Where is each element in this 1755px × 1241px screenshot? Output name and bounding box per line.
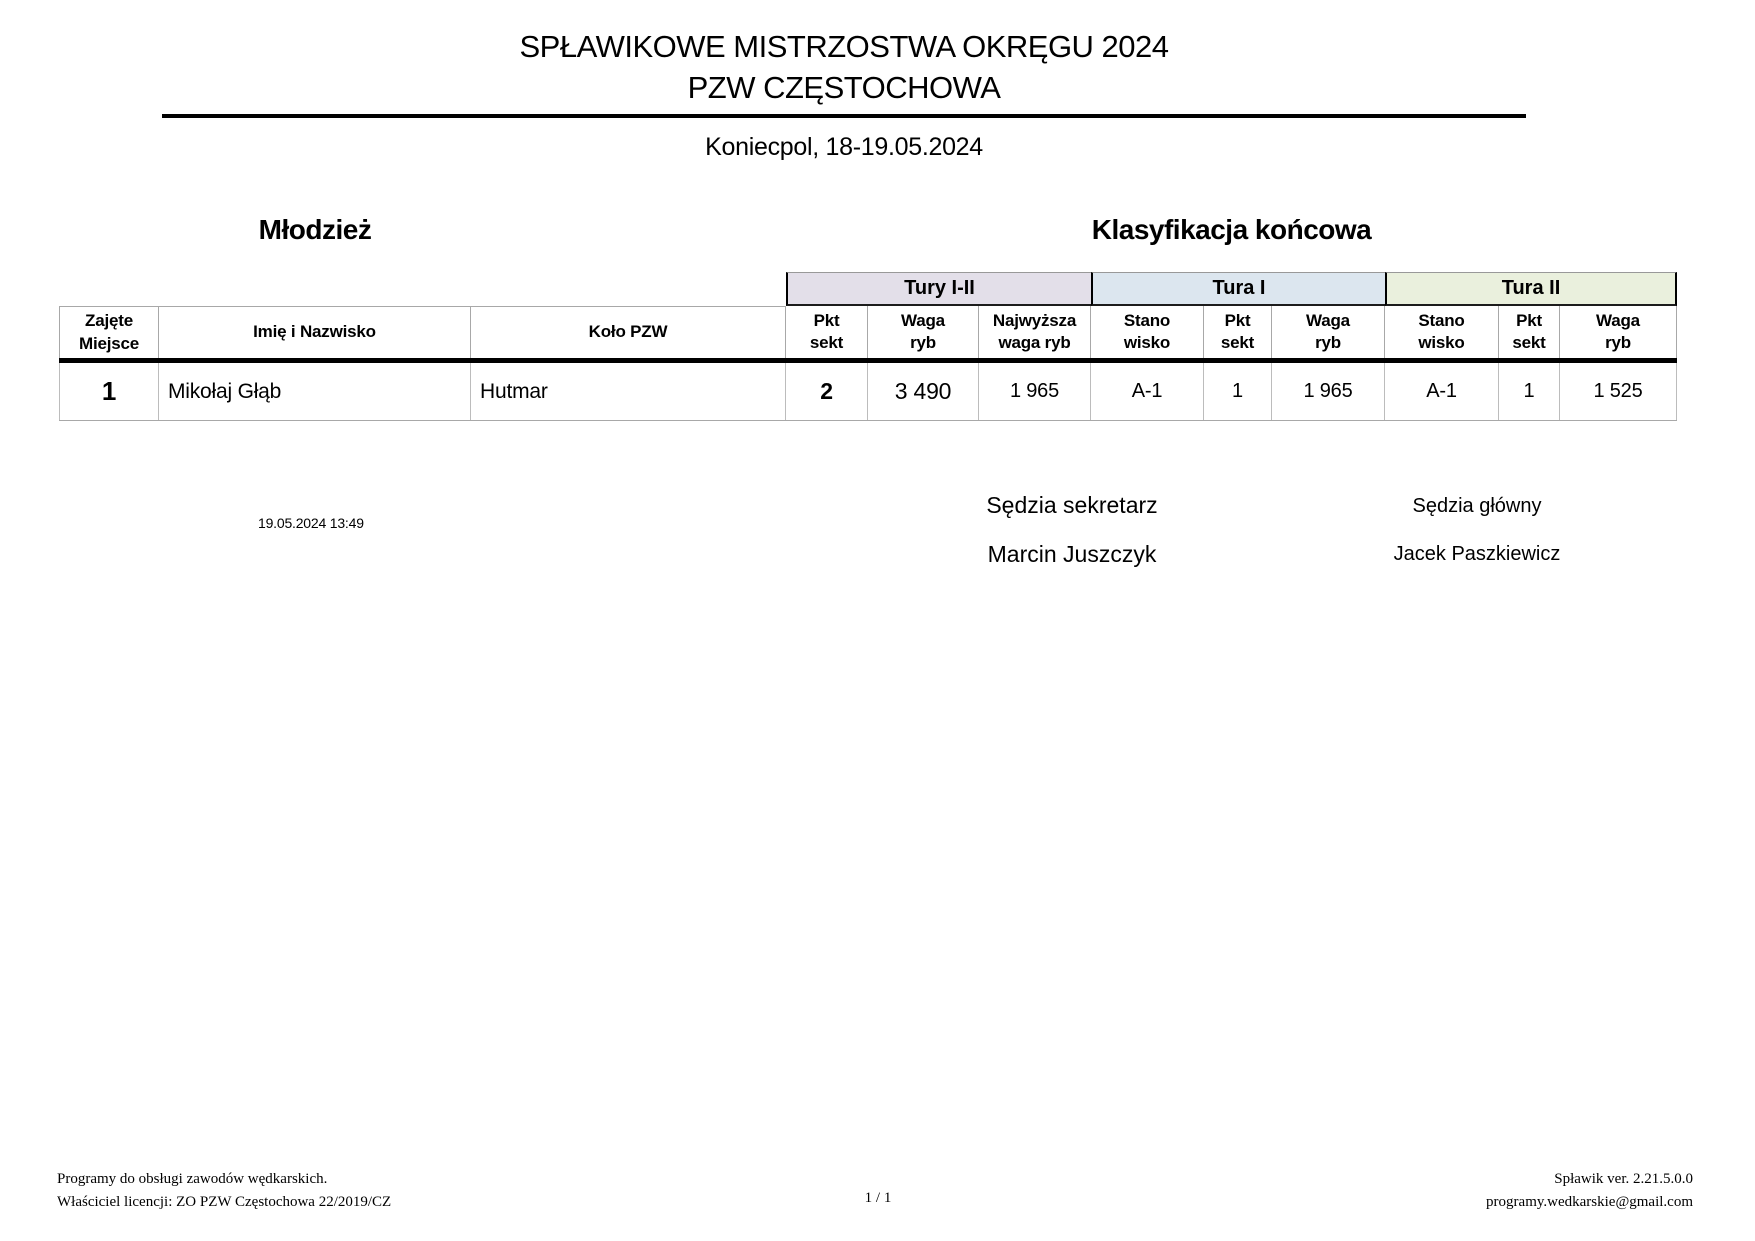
column-header-imie-nazwisko bbox=[159, 306, 471, 358]
document-subtitle: PZW CZĘSTOCHOWA bbox=[687, 70, 1001, 106]
column-header-tura2-pkt-sekt bbox=[1499, 306, 1560, 358]
header-line: Pkt bbox=[1516, 310, 1542, 330]
document-header bbox=[162, 30, 1526, 162]
group-header-row bbox=[59, 272, 1677, 306]
chief-judge-title: Sędzia główny bbox=[1412, 495, 1542, 517]
cell-place: 1 bbox=[59, 363, 159, 420]
header-line: Waga bbox=[1596, 310, 1640, 330]
column-header-tura1-waga-ryb bbox=[1272, 306, 1385, 358]
secretary-judge-name: Marcin Juszczyk bbox=[987, 541, 1157, 567]
header-line: wisko bbox=[1418, 333, 1465, 352]
cell-tura1-stanowisko: A-1 bbox=[1091, 363, 1204, 420]
header-line: ryb bbox=[910, 333, 936, 352]
header-divider bbox=[162, 114, 1526, 118]
column-header-tura1-pkt-sekt bbox=[1204, 306, 1272, 358]
cell-total-pkt-sekt: 2 bbox=[786, 363, 868, 420]
column-header-total-waga-ryb bbox=[868, 306, 979, 358]
column-header-total-pkt-sekt bbox=[786, 306, 868, 358]
cell-tura2-stanowisko: A-1 bbox=[1385, 363, 1499, 420]
category-heading: Młodzież bbox=[258, 214, 372, 245]
group-header-tury-1-2 bbox=[786, 272, 1091, 306]
cell-tura2-pkt-sekt: 1 bbox=[1499, 363, 1560, 420]
header-line: waga ryb bbox=[998, 333, 1071, 352]
header-line: Pkt bbox=[1224, 310, 1251, 330]
document-title: SPŁAWIKOWE MISTRZOSTWA OKRĘGU 2024 bbox=[519, 29, 1169, 64]
group-header-label: Tury I-II bbox=[904, 277, 975, 299]
header-line: Imię i Nazwisko bbox=[253, 322, 376, 342]
header-line: Najwyższa bbox=[992, 310, 1077, 330]
cell-tura1-pkt-sekt: 1 bbox=[1204, 363, 1272, 420]
header-line: Stano bbox=[1123, 310, 1171, 330]
group-header-label: Tura I bbox=[1212, 277, 1266, 299]
page-indicator: 1 / 1 bbox=[864, 1190, 892, 1206]
cell-total-waga-ryb: 3 490 bbox=[868, 363, 979, 420]
table-row bbox=[59, 363, 1677, 421]
group-header-spacer bbox=[59, 272, 786, 306]
classification-heading: Klasyfikacja końcowa bbox=[1091, 214, 1372, 245]
header-line: wisko bbox=[1123, 333, 1171, 352]
footer-email-line: programy.wedkarskie@gmail.com bbox=[1486, 1193, 1693, 1210]
cell-club: Hutmar bbox=[471, 363, 786, 420]
secretary-judge-title: Sędzia sekretarz bbox=[986, 492, 1158, 518]
column-header-kolo-pzw bbox=[471, 306, 786, 358]
group-header-tura-1 bbox=[1091, 272, 1385, 306]
header-line: ryb bbox=[1605, 333, 1631, 352]
results-table bbox=[59, 272, 1677, 421]
header-line: ryb bbox=[1315, 333, 1341, 352]
header-line: sekt bbox=[809, 333, 844, 352]
generated-timestamp: 19.05.2024 13:49 bbox=[258, 515, 364, 531]
header-line: Stano bbox=[1418, 310, 1465, 330]
column-header-tura2-stanowisko bbox=[1385, 306, 1499, 358]
cell-name: Mikołaj Głąb bbox=[159, 363, 471, 420]
column-header-row bbox=[59, 306, 1677, 358]
chief-judge-name: Jacek Paszkiewicz bbox=[1393, 543, 1561, 565]
group-header-tura-2 bbox=[1385, 272, 1677, 306]
footer-app-info bbox=[1486, 1168, 1693, 1213]
column-header-zajete-miejsce bbox=[59, 306, 159, 358]
header-line: sekt bbox=[1220, 333, 1255, 352]
group-header-label: Tura II bbox=[1501, 277, 1561, 299]
footer-program-line: Programy do obsługi zawodów wędkarskich. bbox=[57, 1171, 328, 1187]
header-line: Koło PZW bbox=[588, 322, 668, 342]
cell-tura2-waga-ryb: 1 525 bbox=[1560, 363, 1677, 420]
header-line: Waga bbox=[1306, 310, 1350, 330]
footer-license-info bbox=[57, 1168, 391, 1213]
footer-license-line: Właściciel licencji: ZO PZW Częstochowa 22/2019/CZ bbox=[57, 1193, 392, 1210]
cell-total-najwyzsza-waga-ryb: 1 965 bbox=[979, 363, 1091, 420]
header-line: Zajęte bbox=[85, 311, 133, 331]
event-location-date: Koniecpol, 18-19.05.2024 bbox=[705, 133, 983, 162]
column-header-tura2-waga-ryb bbox=[1560, 306, 1677, 358]
header-line: Miejsce bbox=[78, 333, 140, 353]
header-line: Pkt bbox=[813, 310, 840, 330]
footer-version-line: Spławik ver. 2.21.5.0.0 bbox=[1554, 1171, 1693, 1187]
column-header-najwyzsza-waga-ryb bbox=[979, 306, 1091, 358]
header-line: Waga bbox=[901, 310, 945, 330]
header-line: sekt bbox=[1512, 333, 1546, 352]
cell-tura1-waga-ryb: 1 965 bbox=[1272, 363, 1385, 420]
column-header-tura1-stanowisko bbox=[1091, 306, 1204, 358]
